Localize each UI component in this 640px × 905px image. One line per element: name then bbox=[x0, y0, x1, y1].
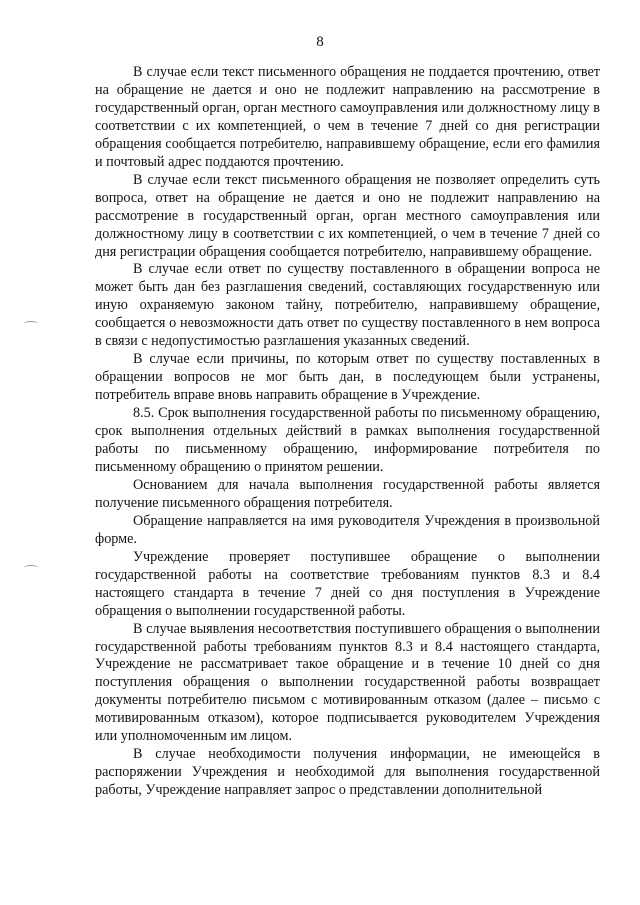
paragraph: Основанием для начала выполнения государственной работы является получение письменного обращения потребителя. bbox=[95, 476, 600, 511]
page-number: 8 bbox=[316, 34, 324, 50]
paragraph: В случае если причины, по которым ответ по существу поставленных в обращении вопросов не мог быть дан, в последующем были устранены, потребитель вправе вновь направить обращение в Учреждение. bbox=[95, 351, 600, 404]
paragraph: В случае если ответ по существу поставленного в обращении вопроса не может быть дан без разглашения сведений, составляющих государственную или иную охраняемую законом тайну, потребителю, направившему обращение, сообщается о невозможности дать ответ по существу поставленного в нем вопроса в связи с недопустимостью разглашения указанных сведений. bbox=[95, 261, 600, 350]
paragraph: 8.5. Срок выполнения государственной работы по письменному обращению, срок выполнения отдельных действий в рамках выполнения государственной работы по письменному обращению, информирование потребителя по письменному обращению о принятом решении. bbox=[95, 405, 600, 475]
document-body bbox=[95, 64, 600, 800]
paragraph: В случае если текст письменного обращения не позволяет определить суть вопроса, ответ на обращение не дается и оно не подлежит направлению на рассмотрение в государственный орган, орган местного самоуправления или должностному лицу в соответствии с их компетенцией, о чем в течение 7 дней со дня регистрации обращения сообщается потребителю, направившему обращение. bbox=[95, 171, 600, 260]
paragraph: Учреждение проверяет поступившее обращение о выполнении государственной работы на соответствие требованиям пунктов 8.3 и 8.4 настоящего стандарта в течение 7 дней со дня поступления в Учреждение обращения о выполнении государственной работы. bbox=[95, 548, 600, 619]
paragraph: В случае если текст письменного обращения не поддается прочтению, ответ на обращение не дается и оно не подлежит направлению на рассмотрение в государственный орган, орган местного самоуправления или должностному лицу в соответствии с их компетенцией, о чем в течение 7 дней со дня регистрации обращения сообщается потребителю, направившему обращение, если его фамилия и почтовый адрес поддаются прочтению. bbox=[95, 64, 600, 170]
paragraph: В случае необходимости получения информации, не имеющейся в распоряжении Учреждения и необходимой для выполнения государственной работы, Учреждение направляет запрос о представлении дополнительной bbox=[95, 746, 600, 799]
margin-mark bbox=[24, 321, 38, 326]
paragraph: Обращение направляется на имя руководителя Учреждения в произвольной форме. bbox=[95, 512, 600, 547]
paragraph: В случае выявления несоответствия поступившего обращения о выполнении государственной работы требованиям пунктов 8.3 и 8.4 настоящего стандарта, Учреждение не рассматривает такое обращение и в течение 10 дней со дня поступления обращения о выполнении государственной работы возвращает документы потребителю письмом с мотивированным отказом (далее – письмо с мотивированным отказом), которое подписывается руководителем Учреждения или уполномоченным им лицом. bbox=[95, 620, 600, 745]
margin-mark bbox=[24, 565, 38, 570]
